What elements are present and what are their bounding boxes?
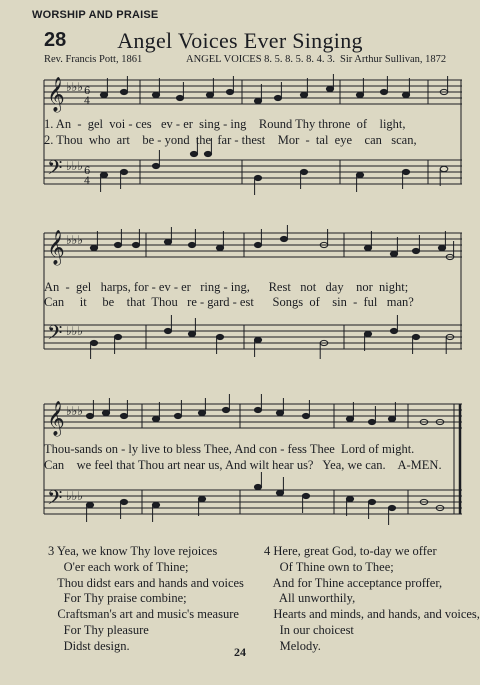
- treble-notes: [90, 225, 453, 260]
- hymn-title: Angel Voices Ever Singing: [117, 28, 363, 53]
- svg-text:𝄞: 𝄞: [47, 77, 65, 112]
- stanza-line: O'er each work of Thine;: [48, 559, 189, 574]
- svg-text:𝄞: 𝄞: [47, 230, 65, 265]
- stanza-line: Hearts and minds, and hands, and voices,: [264, 607, 480, 622]
- lyric-line-verse1: 1. An - gel voi - ces ev - er sing - ing Round Thy throne of light,: [44, 117, 406, 131]
- composer-credit: Sir Arthur Sullivan, 1872: [340, 54, 447, 65]
- bass-staff: [44, 160, 462, 184]
- svg-text:4: 4: [84, 96, 91, 107]
- svg-text:𝄢: 𝄢: [47, 321, 63, 349]
- stanza-line: Thou didst ears and hands and voices: [48, 575, 244, 590]
- svg-text:𝄢: 𝄢: [47, 156, 63, 184]
- treble-staff: [44, 80, 462, 104]
- stanza-line: 4 Here, great God, to-day we offer: [264, 544, 437, 558]
- author-credit: Rev. Francis Pott, 1861: [44, 54, 143, 65]
- stanza-line: And for Thine acceptance proffer,: [264, 575, 443, 590]
- section-title: WORSHIP AND PRAISE: [32, 9, 159, 21]
- stanza-line: For Thy praise combine;: [48, 591, 187, 606]
- stanza-line: Of Thine own to Thee;: [264, 559, 394, 574]
- svg-text:♭♭♭: ♭♭♭: [66, 159, 83, 173]
- lyric-line-verse1: Thou-sands on - ly live to bless Thee, And con - fess Thee Lord of might.: [44, 442, 415, 456]
- clefs-and-key: [47, 77, 90, 187]
- lyric-line-verse1: An - gel harps, for - ev - er ring - ing, Rest not day nor night;: [44, 280, 409, 294]
- lyric-line-verse2: Can it be that Thou re - gard - est Songs of sin - ful man?: [44, 295, 414, 309]
- music-system-2: [44, 225, 462, 365]
- svg-text:♭♭♭: ♭♭♭: [66, 404, 83, 418]
- lyric-line-verse2: 2. Thou who art be - yond the far - thest Mor - tal eye can scan,: [44, 133, 417, 147]
- stanza-line: Melody.: [264, 638, 321, 653]
- stanza-line: All unworthily,: [264, 591, 356, 606]
- staff-notation-1: [44, 74, 462, 224]
- bass-staff: [44, 325, 462, 349]
- bass-notes: [86, 472, 443, 525]
- svg-text:♭♭♭: ♭♭♭: [66, 233, 83, 247]
- stanza-line: Craftsman's art and music's measure: [48, 607, 239, 622]
- bass-staff: [44, 490, 462, 514]
- tune-meter: ANGEL VOICES 8. 5. 8. 5. 8. 4. 3.: [186, 54, 336, 65]
- hymn-number: 28: [44, 29, 67, 51]
- svg-text:𝄞: 𝄞: [47, 401, 65, 436]
- stanza-line: In our choicest: [264, 622, 354, 637]
- music-system-3: [44, 398, 462, 538]
- lyric-line-verse2: Can we feel that Thou art near us, And wilt hear us? Yea, we can. A-MEN.: [44, 458, 442, 472]
- stanza-3: [48, 544, 244, 655]
- treble-notes: [100, 74, 447, 104]
- stanza-line: Didst design.: [48, 638, 130, 653]
- svg-text:♭♭♭: ♭♭♭: [66, 324, 83, 338]
- treble-staff: [44, 233, 462, 257]
- treble-notes: [86, 394, 443, 425]
- music-system-1: [44, 74, 462, 224]
- svg-text:♭♭♭: ♭♭♭: [66, 80, 83, 94]
- svg-text:6: 6: [84, 86, 91, 97]
- page-number: 24: [234, 645, 246, 659]
- svg-text:6: 6: [84, 166, 91, 177]
- svg-text:𝄢: 𝄢: [47, 486, 63, 514]
- svg-text:4: 4: [84, 176, 91, 187]
- stanza-line: For Thy pleasure: [48, 622, 149, 637]
- stanza-line: 3 Yea, we know Thy love rejoices: [48, 544, 218, 558]
- svg-text:♭♭♭: ♭♭♭: [66, 489, 83, 503]
- stanza-4: [264, 544, 480, 655]
